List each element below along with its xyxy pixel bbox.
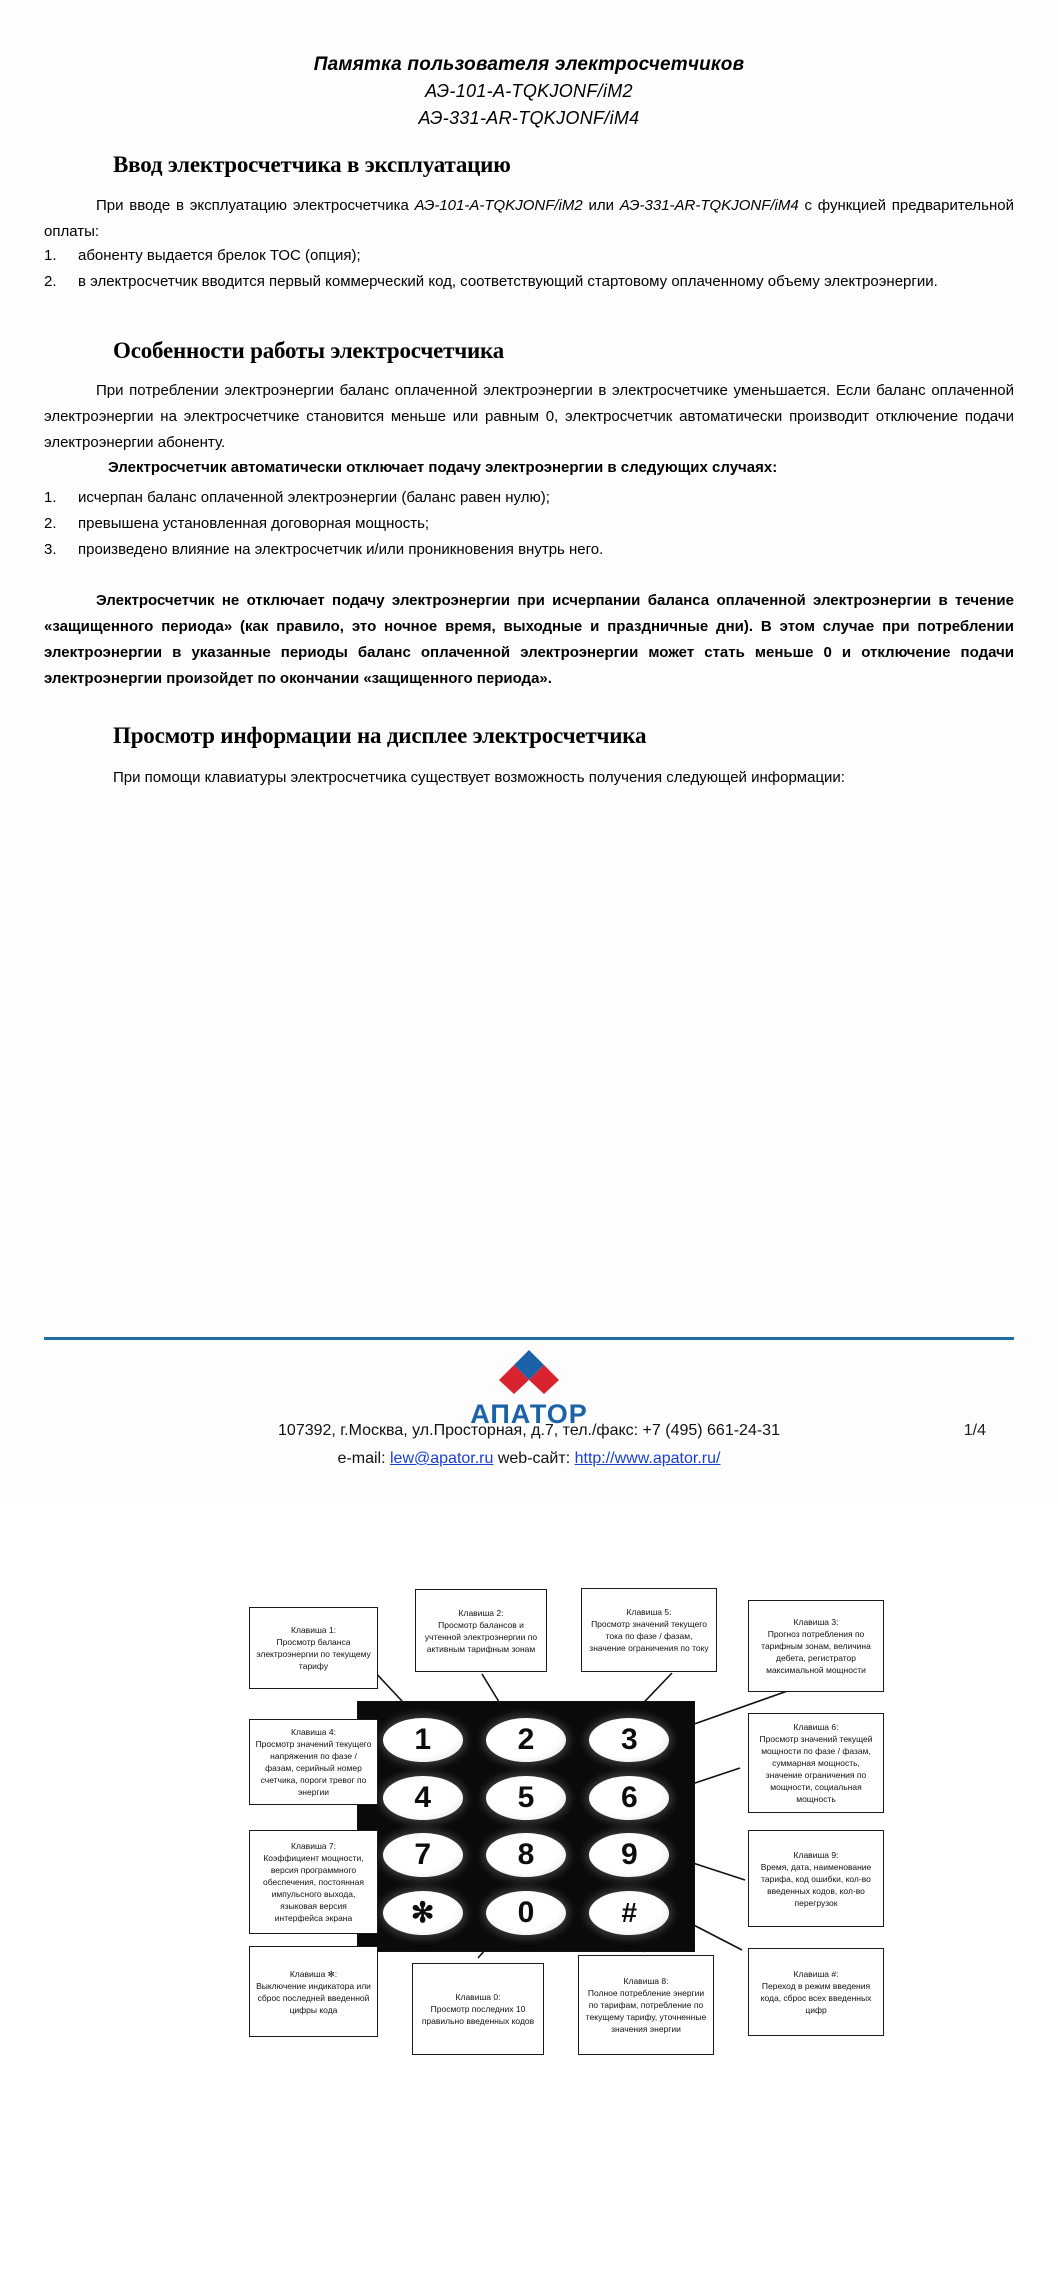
callout-title: Клавиша 8: xyxy=(623,1976,669,1986)
keypad-key-0[interactable]: 0 xyxy=(486,1891,566,1935)
callout-body: Просмотр баланса электроэнергии по текущему тарифу xyxy=(256,1637,371,1671)
keypad-grid xyxy=(358,1702,694,1951)
footer-divider xyxy=(44,1337,1014,1340)
list-item-text: произведено влияние на электросчетчик и/или проникновения внутрь него. xyxy=(78,541,604,558)
list-item-text: исчерпан баланс оплаченной электроэнергии (баланс равен нулю); xyxy=(78,489,550,506)
list-item xyxy=(44,485,1014,511)
intro-text-before: При вводе в эксплуатацию электросчетчика xyxy=(96,197,415,214)
keypad-key-1[interactable]: 1 xyxy=(383,1718,463,1762)
intro-text-middle: или xyxy=(582,197,620,214)
intro-model-2: АЭ-331-AR-TQKJONF/iM4 xyxy=(619,197,799,214)
callout-title: Клавиша 9: xyxy=(793,1849,839,1860)
callout-body: Переход в режим введения кода, сброс всех введенных цифр xyxy=(760,1981,872,2015)
heading-commissioning: Ввод электросчетчика в эксплуатацию xyxy=(113,152,511,177)
callout-body: Просмотр балансов и учтенной электроэнергии по активным тарифным зонам xyxy=(424,1619,538,1654)
website-link[interactable]: http://www.apator.ru/ xyxy=(574,1450,721,1467)
keypad-key-9[interactable]: 9 xyxy=(589,1833,669,1877)
callout-key-2 xyxy=(415,1589,547,1672)
keypad-key-7[interactable]: 7 xyxy=(383,1833,463,1877)
callout-title: Клавиша 3: xyxy=(793,1617,839,1627)
keypad-key-3[interactable]: 3 xyxy=(589,1718,669,1762)
list-item xyxy=(44,243,1014,269)
callout-key-3 xyxy=(748,1600,884,1692)
callout-key-9 xyxy=(748,1830,884,1927)
paragraph-display-info: При помощи клавиатуры электросчетчика существует возможность получения следующей информации: xyxy=(113,769,845,786)
list-item-text: в электросчетчик вводится первый коммерческий код, соответствующий стартовому оплаченному объему электроэнергии. xyxy=(78,273,938,290)
list-item xyxy=(44,269,1014,295)
callout-body: Время, дата, наименование тарифа, код ошибки, кол-во введенных кодов, кол-во перегрузок xyxy=(760,1861,872,1908)
list-item-number: 1. xyxy=(44,247,57,264)
apator-diamond-icon xyxy=(488,1348,570,1396)
email-label: e-mail: xyxy=(337,1450,390,1467)
keypad-key-star[interactable]: ✻ xyxy=(383,1891,463,1935)
intro-text-after: с функцией предварительной оплаты: xyxy=(44,197,1014,240)
callout-body: Выключение индикатора или сброс последней введенной цифры кода xyxy=(256,1980,371,2015)
callout-body: Просмотр значений текущего тока по фазе / фазам, значение ограничения по току xyxy=(589,1619,709,1653)
keypad-key-2[interactable]: 2 xyxy=(486,1718,566,1762)
callout-title: Клавиша 1: xyxy=(291,1625,336,1635)
keypad-key-hash[interactable]: # xyxy=(589,1891,669,1935)
list-commissioning xyxy=(44,243,1014,295)
callout-key-8 xyxy=(578,1955,714,2055)
callout-body: Просмотр значений текущего напряжения по фазе / фазам, серийный номер счетчика, пороги тревог по энергии xyxy=(255,1739,372,1797)
list-item-number: 2. xyxy=(44,515,57,532)
company-name: АПАТОР xyxy=(470,1399,588,1429)
company-logo xyxy=(0,1348,1058,1430)
callout-key-hash xyxy=(748,1948,884,2036)
paragraph-commissioning-intro xyxy=(44,193,1014,245)
callout-title: Клавиша 4: xyxy=(291,1727,336,1737)
intro-model-1: АЭ-101-А-TQKJONF/iM2 xyxy=(414,197,583,214)
list-shutoff-cases xyxy=(44,485,1014,563)
callout-title: Клавиша 6: xyxy=(793,1722,839,1732)
footer-address: 107392, г.Москва, ул.Просторная, д.7, тел./факс: +7 (495) 661-24-31 xyxy=(278,1422,780,1439)
callout-title: Клавиша 7: xyxy=(291,1841,336,1851)
callout-body: Просмотр последних 10 правильно введенных кодов xyxy=(421,2004,535,2026)
heading-operating-features: Особенности работы электросчетчика xyxy=(113,338,505,363)
list-item xyxy=(44,537,1014,563)
callout-key-star xyxy=(249,1946,378,2037)
callout-key-1 xyxy=(249,1607,378,1689)
callout-key-4 xyxy=(249,1719,378,1805)
callout-body: Коэффициент мощности, версия программного обеспечения, постоянная импульсного выхода, языковая версия интерфейса экрана xyxy=(263,1853,364,1923)
document-model-2: АЭ-331-AR-TQKJONF/iM4 xyxy=(418,108,640,128)
keypad-photo xyxy=(357,1701,695,1952)
list-item-number: 2. xyxy=(44,273,57,290)
leader-lines xyxy=(0,790,1058,2287)
email-link[interactable]: lew@apator.ru xyxy=(390,1450,494,1467)
document-title: Памятка пользователя электросчетчиков xyxy=(313,54,745,75)
heading-display-info: Просмотр информации на дисплее электросчетчика xyxy=(113,723,647,748)
callout-key-0 xyxy=(412,1963,544,2055)
callout-body: Прогноз потребления по тарифным зонам, величина дебета, регистратор максимальной мощности xyxy=(761,1629,871,1675)
list-item-text: превышена установленная договорная мощность; xyxy=(78,515,430,532)
list-item-text: абоненту выдается брелок ТОС (опция); xyxy=(78,247,361,264)
list-item-number: 3. xyxy=(44,541,57,558)
keypad-key-8[interactable]: 8 xyxy=(486,1833,566,1877)
paragraph-protected-period: Электросчетчик не отключает подачу электроэнергии при исчерпании баланса оплаченной электроэнергии в течение «защищенного периода» (как правило, это ночное время, выходные и праздничные дни). В этом случае при потреблении электроэнергии в указанные периоды баланс оплаченной электроэнергии может стать меньше 0 и отключение подачи электроэнергии произойдет по окончании «защищенного периода». xyxy=(44,592,1014,687)
paragraph-operating-features: При потреблении электроэнергии баланс оплаченной электроэнергии в электросчетчике уменьшается. Если баланс оплаченной электроэнергии на электросчетчике становится меньше или равным 0, электросчетчик автоматически производит отключение подачи электроэнергии абоненту. xyxy=(44,382,1014,451)
callout-body: Просмотр значений текущей мощности по фазе / фазам, суммарная мощность, значение ограничения по мощности, социальная мощность xyxy=(759,1734,873,1804)
document-model-1: АЭ-101-А-TQKJONF/iM2 xyxy=(425,81,633,101)
callout-key-6 xyxy=(748,1713,884,1813)
callout-title: Клавиша 2: xyxy=(458,1607,504,1618)
document-title-block xyxy=(0,52,1058,132)
list-item xyxy=(44,511,1014,537)
callout-title: Клавиша #: xyxy=(793,1969,839,1979)
callout-title: Клавиша 0: xyxy=(455,1992,501,2002)
callout-body: Полное потребление энергии по тарифам, потребление по текущему тарифу, уточненные значения энергии xyxy=(585,1988,707,2034)
callout-key-5 xyxy=(581,1588,717,1672)
list-item-number: 1. xyxy=(44,489,57,506)
web-label: web-сайт: xyxy=(493,1450,575,1467)
page-number: 1/4 xyxy=(963,1422,986,1439)
callout-title: Клавиша 5: xyxy=(626,1607,672,1617)
callout-key-7 xyxy=(249,1830,378,1934)
keypad-key-4[interactable]: 4 xyxy=(383,1776,463,1820)
footer-contacts xyxy=(0,1450,1058,1468)
bold-lead-shutoff-cases: Электросчетчик автоматически отключает подачу электроэнергии в следующих случаях: xyxy=(108,459,778,476)
callout-title: Клавиша ✻: xyxy=(289,1968,338,1979)
keypad-key-6[interactable]: 6 xyxy=(589,1776,669,1820)
keypad-key-5[interactable]: 5 xyxy=(486,1776,566,1820)
